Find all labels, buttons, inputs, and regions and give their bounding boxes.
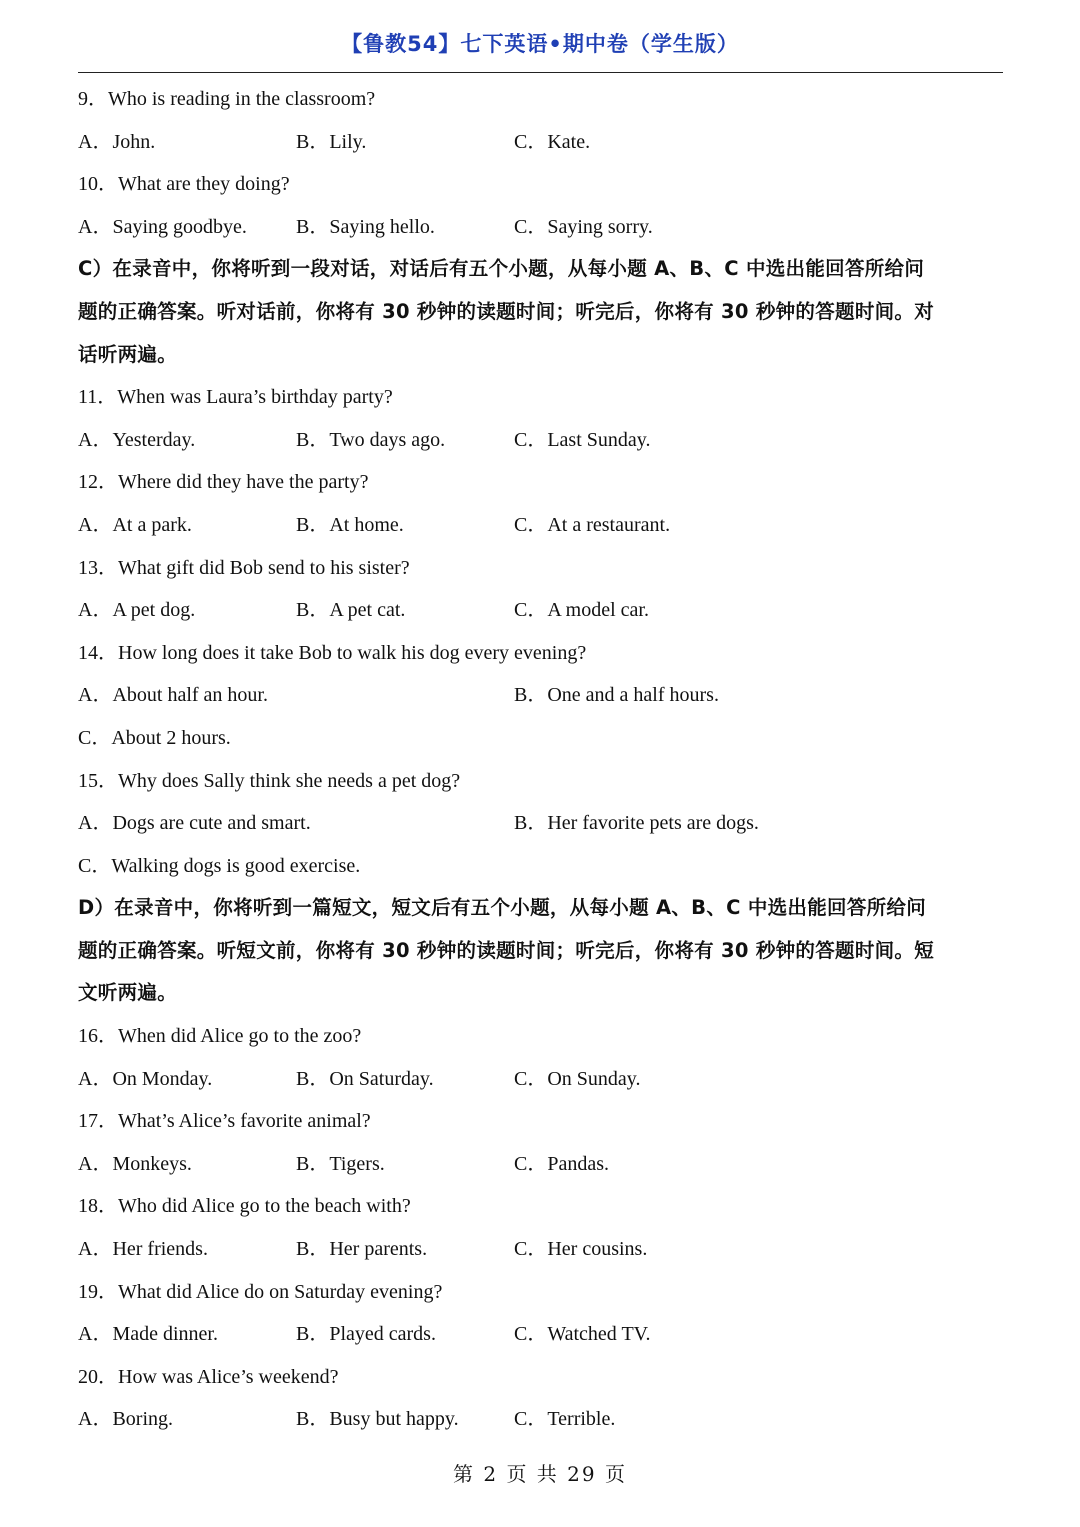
question-line: 19．What did Alice do on Saturday evening? — [78, 1280, 443, 1303]
answer-options-row — [78, 1058, 1003, 1101]
answer-options-row — [78, 1143, 1003, 1186]
answer-option-b: B．Her parents. — [296, 1238, 428, 1261]
answer-option-a: A．Yesterday. — [78, 428, 196, 451]
answer-options-row — [78, 1398, 1003, 1441]
answer-option-c: C．Terrible. — [514, 1408, 616, 1431]
answer-option-b: B．Her favorite pets are dogs. — [514, 812, 759, 835]
question-line: 18．Who did Alice go to the beach with? — [78, 1195, 411, 1218]
section-instruction-line: D）在录音中，你将听到一篇短文，短文后有五个小题，从每小题 A、B、C 中选出能回答所给问 — [78, 896, 927, 920]
answer-option-b: B．Played cards. — [296, 1323, 436, 1346]
answer-option-c: C．At a restaurant. — [514, 513, 671, 536]
answer-option-b: B．Busy but happy. — [296, 1408, 459, 1431]
answer-option-b: B．On Saturday. — [296, 1067, 434, 1090]
answer-options-row — [78, 589, 1003, 632]
question-line: C．About 2 hours. — [78, 726, 231, 749]
answer-option-a: A．A pet dog. — [78, 599, 196, 622]
question-line: 17．What’s Alice’s favorite animal? — [78, 1110, 371, 1133]
answer-option-c: C．Her cousins. — [514, 1238, 648, 1261]
question-line: 14．How long does it take Bob to walk his dog every evening? — [78, 641, 587, 664]
answer-option-a: A．Monkeys. — [78, 1152, 192, 1175]
question-list — [78, 78, 1003, 1441]
answer-option-a: A．Boring. — [78, 1408, 173, 1431]
answer-option-a: A．On Monday. — [78, 1067, 213, 1090]
page-number: 第 2 页 共 29 页 — [453, 1462, 627, 1486]
answer-option-c: C．Last Sunday. — [514, 428, 651, 451]
answer-option-b: B．Two days ago. — [296, 428, 446, 451]
answer-option-c: C．A model car. — [514, 599, 649, 622]
answer-option-b: B．At home. — [296, 513, 404, 536]
answer-option-a: A．Made dinner. — [78, 1323, 218, 1346]
answer-options-row — [78, 121, 1003, 164]
answer-options-row — [78, 1228, 1003, 1271]
answer-option-c: C．Pandas. — [514, 1152, 609, 1175]
question-line: 9．Who is reading in the classroom? — [78, 88, 376, 110]
answer-option-b: B．A pet cat. — [296, 599, 406, 622]
answer-options-row — [78, 504, 1003, 547]
question-line: 12．Where did they have the party? — [78, 471, 369, 494]
answer-options-row — [78, 206, 1003, 249]
answer-options-row — [78, 674, 1003, 717]
answer-option-b: B．Saying hello. — [296, 215, 435, 238]
answer-option-a: A．Dogs are cute and smart. — [78, 812, 311, 835]
question-line: 15．Why does Sally think she needs a pet dog? — [78, 769, 461, 792]
answer-options-row — [78, 1313, 1003, 1356]
question-line: C．Walking dogs is good exercise. — [78, 854, 361, 877]
answer-options-row — [78, 802, 1003, 845]
answer-option-c: C．Saying sorry. — [514, 215, 653, 238]
answer-option-c: C．On Sunday. — [514, 1067, 641, 1090]
question-line: 20．How was Alice’s weekend? — [78, 1365, 339, 1388]
answer-option-a: A．About half an hour. — [78, 684, 268, 707]
answer-option-a: A．John. — [78, 130, 156, 153]
section-instruction-line: 话听两遍。 — [78, 342, 178, 366]
section-instruction-line: 题的正确答案。听短文前，你将有 30 秒钟的读题时间；听完后，你将有 30 秒钟的答题时间。短 — [78, 938, 935, 962]
page-header-title: 【鲁教54】七下英语•期中卷（学生版） — [341, 32, 739, 56]
answer-option-a: A．Her friends. — [78, 1238, 208, 1261]
header-divider — [78, 72, 1003, 73]
answer-option-c: C．Kate. — [514, 130, 591, 153]
question-line: 16．When did Alice go to the zoo? — [78, 1025, 362, 1048]
answer-option-a: A．Saying goodbye. — [78, 215, 247, 238]
question-line: 13．What gift did Bob send to his sister? — [78, 556, 410, 579]
answer-option-c: C．Watched TV. — [514, 1323, 651, 1346]
answer-option-b: B．One and a half hours. — [514, 684, 719, 707]
answer-option-a: A．At a park. — [78, 513, 192, 536]
section-instruction-line: 文听两遍。 — [78, 981, 178, 1005]
question-line: 10．What are they doing? — [78, 173, 290, 196]
section-instruction-line: C）在录音中，你将听到一段对话，对话后有五个小题，从每小题 A、B、C 中选出能回答所给问 — [78, 257, 925, 281]
answer-options-row — [78, 419, 1003, 462]
question-line: 11．When was Laura’s birthday party? — [78, 386, 393, 409]
answer-option-b: B．Lily. — [296, 130, 367, 153]
section-instruction-line: 题的正确答案。听对话前，你将有 30 秒钟的读题时间；听完后，你将有 30 秒钟的答题时间。对 — [78, 299, 935, 323]
answer-option-b: B．Tigers. — [296, 1152, 385, 1175]
